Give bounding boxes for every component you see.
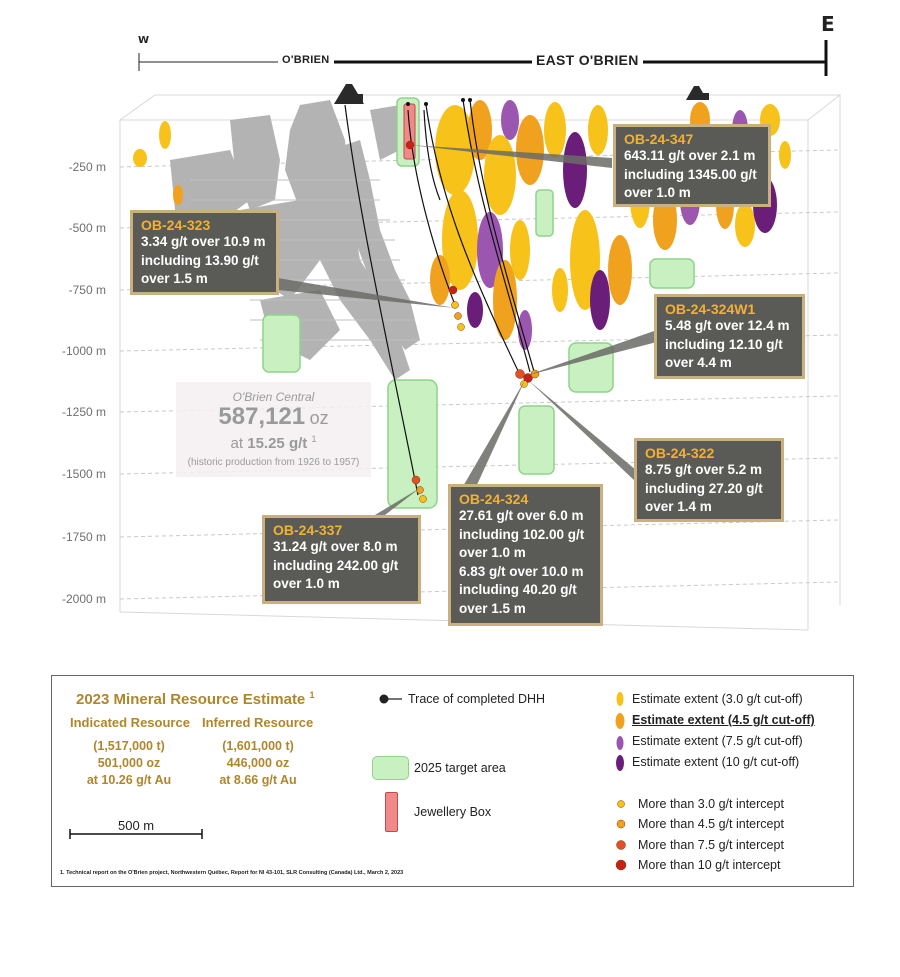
- central-grade-sup: 1: [311, 434, 317, 444]
- central-note: (historic production from 1926 to 1957): [187, 457, 360, 468]
- callout-ob-24-323: [130, 210, 279, 295]
- dhh-trace-icon: [378, 692, 404, 706]
- callout-line: over 1.0 m: [273, 576, 340, 591]
- callout-line: including 40.20 g/t: [459, 582, 577, 597]
- estimate-3-label: Estimate extent (3.0 g/t cut-off): [632, 692, 803, 706]
- estimate-legend-icons: [608, 686, 632, 772]
- callout-line: including 102.00 g/t: [459, 526, 585, 542]
- indicated-header: Indicated Resource: [70, 715, 190, 730]
- west-label: W: [138, 35, 150, 46]
- callout-id: OB-24-347: [624, 131, 694, 147]
- depth-label: -1250 m: [61, 405, 106, 419]
- central-title: O'Brien Central: [232, 390, 315, 404]
- target-area-label: 2025 target area: [414, 761, 506, 775]
- depth-label: -500 m: [68, 221, 106, 235]
- intercept-3-label: More than 3.0 g/t intercept: [638, 797, 784, 811]
- callout-line: over 1.0 m: [624, 185, 691, 200]
- callout-line: over 1.4 m: [645, 499, 712, 514]
- footnote: 1. Technical report on the O'Brien project, Northwestern Québec, Report for NI 43-101, SLR Consulting (Canada) Ltd., March 2, 2023: [60, 870, 404, 876]
- resource-title: [76, 690, 314, 708]
- estimate-75-label: Estimate extent (7.5 g/t cut-off): [632, 734, 803, 748]
- callout-id: OB-24-324W1: [665, 301, 756, 317]
- jewellery-box-label: Jewellery Box: [414, 805, 492, 819]
- intercept-legend-icons: [612, 792, 632, 872]
- indicated-ounces: 501,000 oz: [97, 756, 161, 770]
- callout-ob-24-324w1: [654, 294, 805, 379]
- callout-ob-24-347: [613, 124, 771, 207]
- central-grade-prefix: at: [230, 435, 244, 452]
- intercept-75-label: More than 7.5 g/t intercept: [638, 838, 784, 852]
- central-oz-value: 587,121: [218, 403, 306, 430]
- callout-line: including 12.10 g/t: [665, 336, 783, 352]
- callout-ob-24-322: [634, 438, 784, 522]
- target-area-swatch: [372, 756, 409, 780]
- callout-line: 643.11 g/t over 2.1 m: [624, 148, 756, 163]
- headframe-icon: [334, 84, 709, 104]
- inferred-grade: at 8.66 g/t Au: [219, 773, 297, 787]
- callout-ob-24-337: [262, 515, 421, 604]
- callout-id: OB-24-337: [273, 522, 343, 538]
- scale-bar: [68, 828, 208, 840]
- jewellery-box-swatch: [385, 792, 398, 832]
- callout-line: 3.34 g/t over 10.9 m: [141, 234, 266, 249]
- inferred-tonnes: (1,601,000 t): [222, 739, 294, 753]
- scale-label: 500 m: [118, 818, 155, 833]
- central-grade-value: 15.25 g/t: [247, 435, 308, 452]
- indicated-grade: at 10.26 g/t Au: [86, 773, 172, 787]
- callout-line: 6.83 g/t over 10.0 m: [459, 563, 584, 579]
- dhh-trace-label: Trace of completed DHH: [408, 692, 546, 706]
- central-grade: [176, 434, 371, 452]
- callout-line: over 4.4 m: [665, 355, 732, 370]
- callout-line: 8.75 g/t over 5.2 m: [645, 462, 763, 477]
- depth-label: -250 m: [68, 160, 106, 174]
- callout-line: 5.48 g/t over 12.4 m: [665, 318, 790, 333]
- obrien-label: O'BRIEN: [278, 54, 334, 66]
- callout-line: 31.24 g/t over 8.0 m: [273, 539, 398, 554]
- callout-id: OB-24-324: [459, 491, 529, 507]
- callout-line: over 1.5 m: [141, 271, 208, 286]
- intercept-45-label: More than 4.5 g/t intercept: [638, 817, 784, 831]
- indicated-tonnes: (1,517,000 t): [93, 739, 165, 753]
- callout-ob-24-324: [448, 484, 603, 626]
- estimate-45-label: Estimate extent (4.5 g/t cut-off): [632, 713, 815, 727]
- depth-label: -1750 m: [61, 530, 106, 544]
- depth-label: -750 m: [68, 283, 106, 297]
- depth-label: -1000 m: [61, 344, 106, 358]
- resource-title-text: 2023 Mineral Resource Estimate: [76, 691, 306, 708]
- inferred-ounces: 446,000 oz: [226, 756, 290, 770]
- intercept-10-label: More than 10 g/t intercept: [638, 858, 781, 872]
- callout-line: over 1.5 m: [459, 600, 526, 616]
- callout-line: 27.61 g/t over 6.0 m: [459, 508, 584, 523]
- depth-label: -2000 m: [61, 592, 106, 606]
- resource-title-sup: 1: [309, 690, 315, 700]
- legend-panel: [51, 675, 854, 887]
- east-label: E: [821, 12, 835, 36]
- callout-line: including 1345.00 g/t: [624, 166, 757, 182]
- callout-line: including 27.20 g/t: [645, 480, 763, 496]
- callout-line: over 1.0 m: [459, 545, 526, 560]
- east-obrien-label: EAST O'BRIEN: [532, 52, 643, 68]
- callout-id: OB-24-323: [141, 217, 211, 233]
- callout-line: including 242.00 g/t: [273, 557, 399, 573]
- central-oz-unit: oz: [309, 408, 329, 428]
- inferred-header: Inferred Resource: [202, 715, 314, 730]
- callout-id: OB-24-322: [645, 445, 715, 461]
- estimate-10-label: Estimate extent (10 g/t cut-off): [632, 755, 800, 769]
- callout-line: including 13.90 g/t: [141, 252, 259, 268]
- central-ounces: [176, 403, 371, 431]
- depth-label: -1500 m: [61, 467, 106, 481]
